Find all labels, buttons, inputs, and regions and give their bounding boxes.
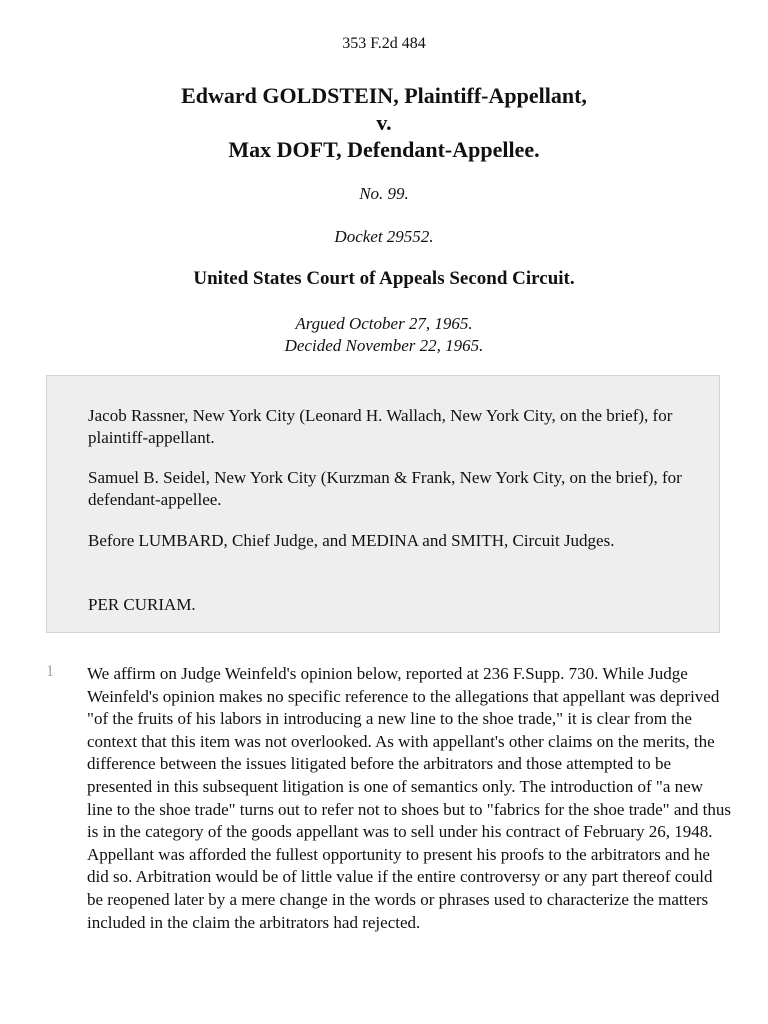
case-citation: 353 F.2d 484 (342, 35, 426, 52)
case-number: No. 99. (359, 184, 409, 203)
paragraph-number-link[interactable]: 1 (46, 663, 54, 680)
case-caption (0, 82, 768, 163)
plaintiff-line: Edward GOLDSTEIN, Plaintiff-Appellant, (181, 83, 587, 108)
versus-line: v. (376, 110, 392, 135)
case-dates (0, 313, 768, 357)
counsel-panel (46, 375, 720, 633)
court-name: United States Court of Appeals Second Circuit. (193, 268, 575, 289)
defendant-line: Max DOFT, Defendant-Appellee. (228, 137, 540, 162)
appellee-counsel: Samuel B. Seidel, New York City (Kurzman & Frank, New York City, on the brief), for defendant-appellee. (88, 468, 682, 509)
appellant-counsel: Jacob Rassner, New York City (Leonard H. Wallach, New York City, on the brief), for plaintiff-appellant. (88, 406, 673, 447)
argued-date: Argued October 27, 1965. (295, 314, 473, 333)
judges-panel: Before LUMBARD, Chief Judge, and MEDINA and SMITH, Circuit Judges. (88, 531, 615, 550)
per-curiam-label: PER CURIAM. (88, 595, 196, 614)
paragraph-text: We affirm on Judge Weinfeld's opinion below, reported at 236 F.Supp. 730. While Judge Weinfeld's opinion makes no specific reference to the allegations that appellant was deprived "of the fruits of his labors in introducing a new line to the shoe trade," it is clear from the context that this item was not overlooked. As with appellant's other claims on the merits, the difference between the issues litigated before the arbitrators and those attempted to be presented in this subsequent litigation is one of semantics only. The introduction of "a new line to the shoe trade" turns out to refer not to shoes but to "fabrics for the shoe trade" and thus is in the category of the goods appellant was to sell under his contract of February 26, 1948. Appellant was afforded the fullest opportunity to present his proofs to the arbitrators and he did so. Arbitration would be of little value if the entire controversy or any part thereof could be reopened later by a mere change in the words or phrases used to characterize the matters included in the claim the arbitrators had rejected. (87, 664, 731, 932)
decided-date: Decided November 22, 1965. (284, 336, 484, 355)
docket-number: Docket 29552. (334, 227, 434, 246)
